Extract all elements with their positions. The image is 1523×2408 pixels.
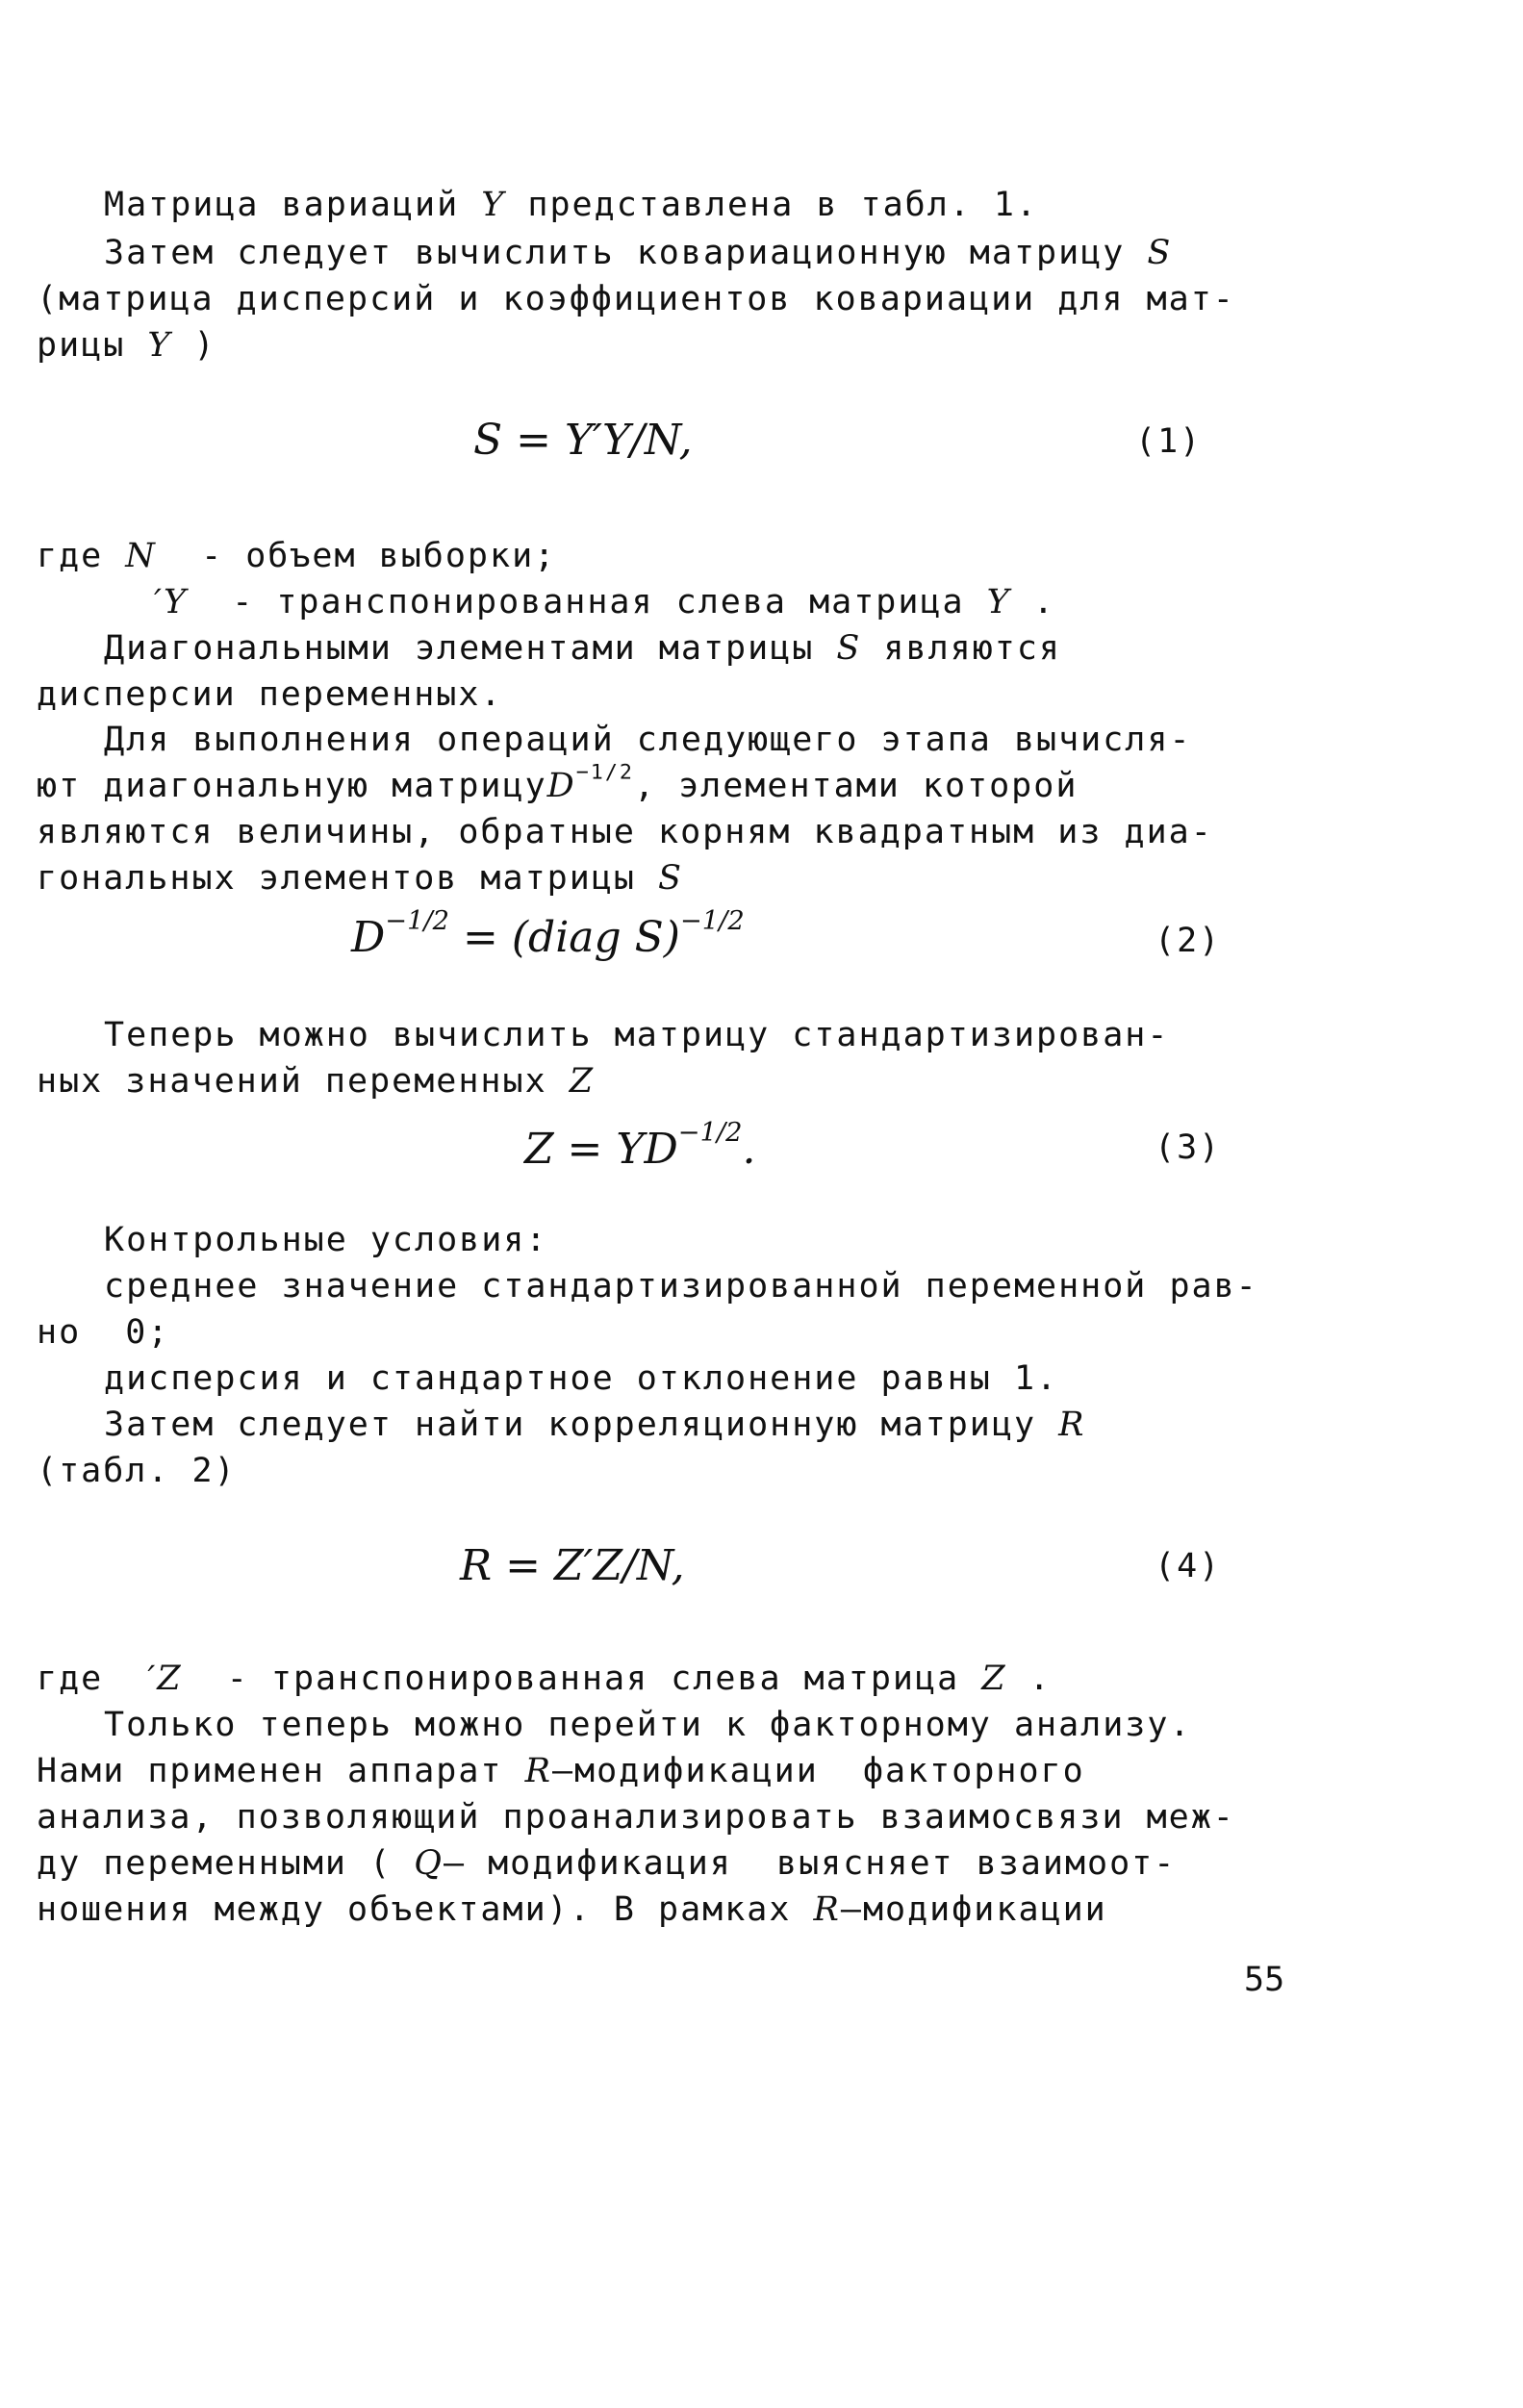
text-fragment: , элементами которой [633, 767, 1079, 805]
text-fragment: представлена в табл. 1. [505, 186, 1039, 224]
text-fragment: ют диагональную матрицу [37, 767, 547, 805]
text-fragment: где [37, 1660, 148, 1698]
text-fragment: являются [861, 629, 1062, 668]
text-line: (табл. 2) [37, 1452, 237, 1490]
text-line [37, 1657, 1052, 1701]
text-fragment: - объем выборки; [156, 537, 557, 575]
text-line [37, 534, 556, 578]
text-fragment: . [742, 1125, 756, 1174]
text-line [104, 183, 1038, 227]
text-line [37, 1841, 1176, 1886]
math-variable: Q [414, 1844, 444, 1883]
math-variable: Y [481, 186, 506, 224]
math-variable: N [125, 537, 157, 575]
text-fragment: Затем следует найти корреляционную матрицу [104, 1406, 1059, 1444]
text-line [104, 626, 1061, 671]
equation-number: (1) [1135, 422, 1203, 461]
equation-number: (3) [1155, 1128, 1222, 1167]
text-fragment: . [1006, 1660, 1052, 1698]
math-variable: Z [981, 1660, 1007, 1698]
text-line [37, 1888, 1107, 1932]
text-fragment: Нами применен аппарат [37, 1752, 525, 1790]
text-line [104, 231, 1172, 275]
text-line: но 0; [37, 1313, 170, 1352]
math-variable: S [658, 859, 683, 898]
math-exponent: −1/2 [677, 1117, 743, 1148]
text-fragment: где [37, 537, 126, 575]
math-variable: ′Y [154, 583, 189, 621]
math-variable: Y [147, 326, 172, 365]
text-fragment: ношения между объектами). В рамках [37, 1890, 814, 1929]
math-variable: S [836, 629, 862, 668]
text-fragment: - транспонированная слева матрица [188, 583, 987, 621]
text-line [37, 1749, 1085, 1793]
text-line: являются величины, обратные корням квадратным из диа- [37, 813, 1213, 851]
text-line: Теперь можно вычислить матрицу стандартизирован- [104, 1016, 1170, 1054]
math-variable: R [524, 1752, 552, 1790]
math-exponent: −1/2 [385, 905, 450, 936]
text-line [37, 323, 216, 368]
equation-4: R = Z′Z/N, [460, 1541, 685, 1590]
text-fragment: Диагональными элементами матрицы [104, 629, 837, 668]
math-variable: R [813, 1890, 841, 1929]
equation-number: (4) [1155, 1547, 1222, 1585]
text-fragment: гональных элементов матрицы [37, 859, 659, 898]
text-fragment: - транспонированная слева матрица [182, 1660, 982, 1698]
text-fragment: . [1010, 583, 1055, 621]
text-fragment: –модификации факторного [551, 1752, 1085, 1790]
math-expression: = (diag S) [449, 913, 680, 962]
math-variable: R [1058, 1406, 1086, 1444]
math-exponent: −1/2 [575, 760, 634, 785]
text-line: анализа, позволяющий проанализировать взаимосвязи меж- [37, 1798, 1235, 1837]
text-line [104, 1403, 1085, 1447]
math-expression: Z = YD [524, 1125, 678, 1174]
equation-3 [524, 1117, 756, 1179]
text-line: дисперсии переменных. [37, 675, 503, 714]
math-variable: ′Z [147, 1660, 183, 1698]
math-variable: D [351, 913, 386, 962]
text-line: Только теперь можно перейти к факторному анализу. [104, 1706, 1192, 1744]
text-line: (матрица дисперсий и коэффициентов ковариации для мат- [37, 280, 1235, 318]
equation-2 [351, 905, 745, 967]
text-line: Контрольные условия: [104, 1221, 548, 1259]
text-line [37, 760, 1079, 808]
text-fragment: –модификации [840, 1890, 1107, 1929]
math-variable: Y [986, 583, 1011, 621]
page-number: 55 [1244, 1961, 1285, 1999]
text-line: Для выполнения операций следующего этапа вычисля- [104, 721, 1192, 759]
text-fragment: рицы [37, 326, 148, 365]
text-fragment: ду переменными ( [37, 1844, 415, 1883]
text-line [37, 1059, 595, 1103]
text-fragment: ных значений переменных [37, 1062, 570, 1101]
text-line: дисперсия и стандартное отклонение равны 1. [104, 1359, 1059, 1398]
equation-number: (2) [1155, 922, 1222, 960]
equation-1: S = Y′Y/N, [473, 416, 693, 465]
text-line [154, 580, 1055, 624]
text-fragment: – модификация выясняет взаимоот- [443, 1844, 1177, 1883]
math-variable: Z [569, 1062, 596, 1101]
text-line [37, 856, 683, 900]
text-fragment: Затем следует вычислить ковариационную матрицу [104, 234, 1148, 272]
math-variable: S [1147, 234, 1173, 272]
text-fragment: Матрица вариаций [104, 186, 482, 224]
math-variable: D [546, 767, 576, 805]
math-exponent: −1/2 [679, 905, 745, 936]
text-line: среднее значение стандартизированной переменной рав- [104, 1267, 1258, 1305]
text-fragment: ) [171, 326, 216, 365]
